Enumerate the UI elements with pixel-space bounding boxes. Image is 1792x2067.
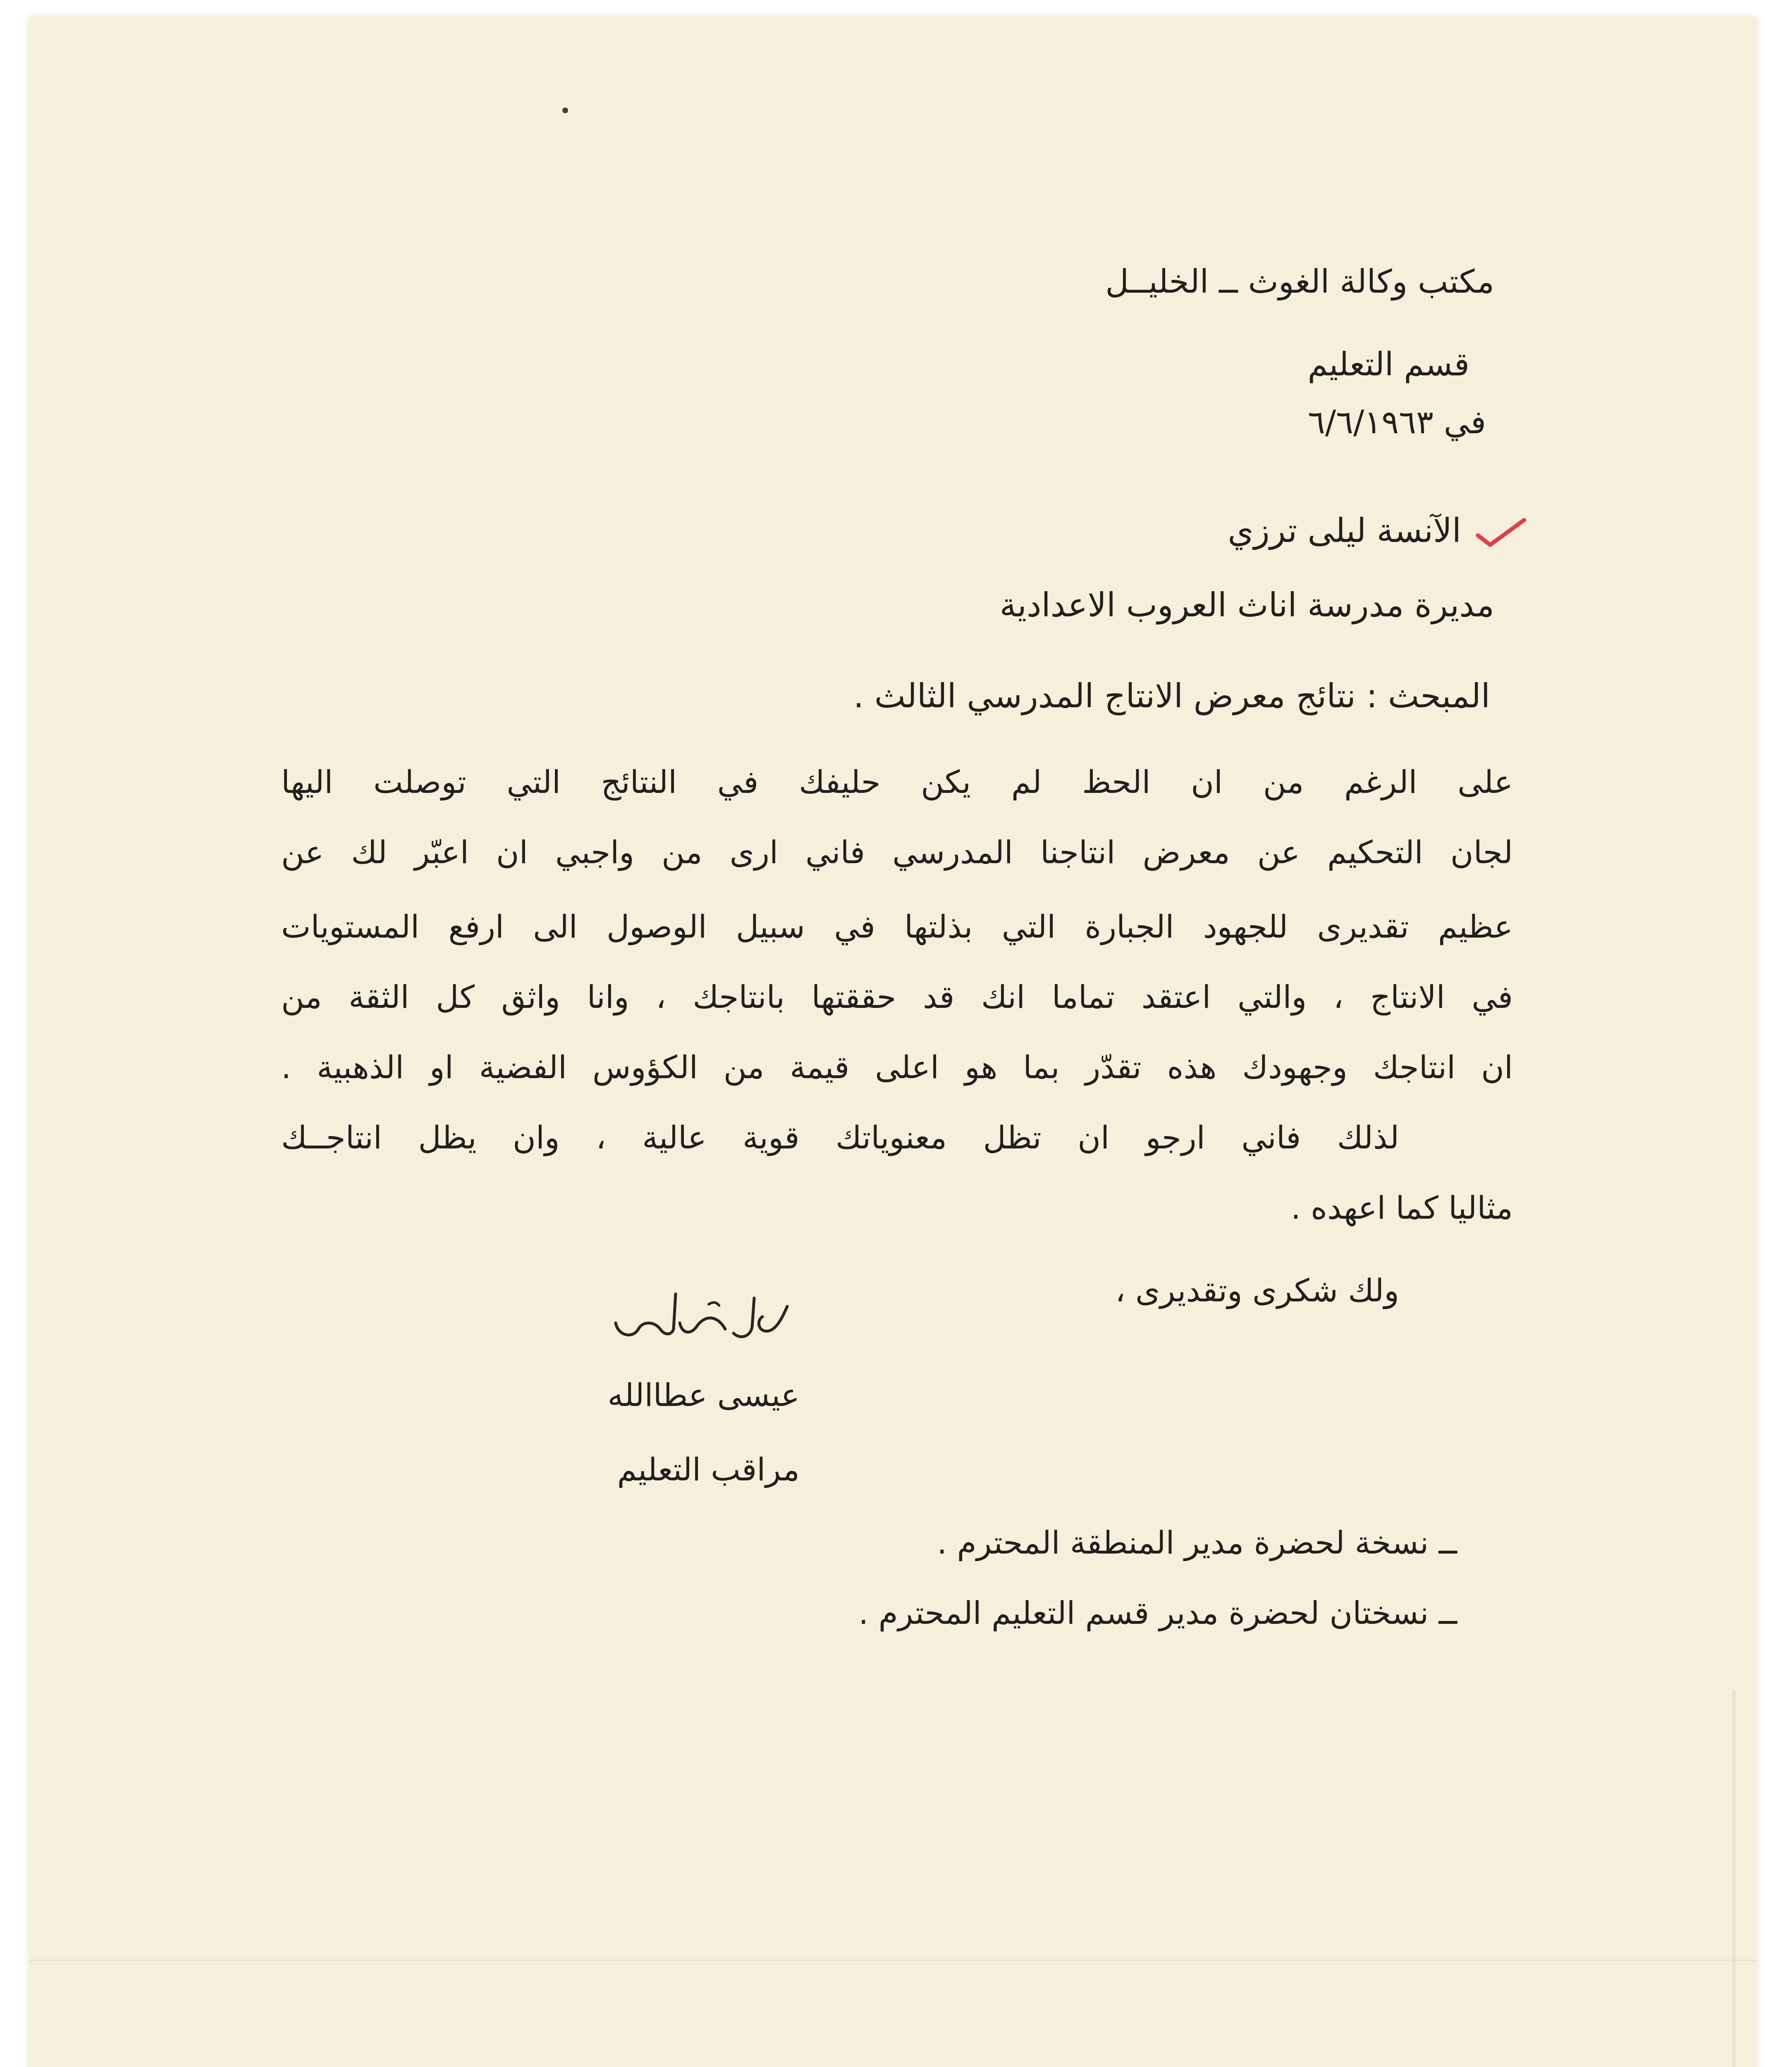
department-name: قسم التعليم bbox=[1307, 346, 1469, 383]
body-line: عظيم تقديرى للجهود الجبارة التي بذلتها في سبيل الوصول الى ارفع المستويات bbox=[281, 908, 1513, 945]
body-line: مثاليا كما اعهده . bbox=[1290, 1189, 1513, 1226]
body-line: لجان التحكيم عن معرض انتاجنا المدرسي فاني ارى من واجبي ان اعبّر لك عن bbox=[281, 834, 1513, 871]
copy-recipient: ــ نسختان لحضرة مدير قسم التعليم المحترم . bbox=[858, 1594, 1457, 1631]
signatory-title: مراقب التعليم bbox=[617, 1451, 800, 1488]
body-line: ان انتاجك وجهودك هذه تقدّر بما هو اعلى قيمة من الكؤوس الفضية او الذهبية . bbox=[281, 1049, 1513, 1086]
handwritten-signature bbox=[593, 1282, 800, 1352]
closing-line: ولك شكرى وتقديرى ، bbox=[1115, 1272, 1399, 1309]
subject-line: المبحث : نتائج معرض الانتاج المدرسي الثالث . bbox=[853, 677, 1490, 715]
letter-date: في ٦/٦/١٩٦٣ bbox=[1307, 404, 1486, 441]
red-check-mark-icon bbox=[1474, 513, 1527, 550]
recipient-title: مديرة مدرسة اناث العروب الاعدادية bbox=[999, 586, 1494, 624]
body-line: لذلك فاني ارجو ان تظل معنوياتك قوية عالية ، وان يظل انتاجــك bbox=[281, 1119, 1399, 1156]
body-line: على الرغم من ان الحظ لم يكن حليفك في النتائج التي توصلت اليها bbox=[281, 764, 1513, 800]
body-line: في الانتاج ، والتي اعتقد تماما انك قد حققتها بانتاجك ، وانا واثق كل الثقة من bbox=[281, 979, 1513, 1015]
recipient-name: الآنسة ليلى ترزي bbox=[1228, 511, 1461, 550]
signatory-name: عيسى عطاالله bbox=[607, 1377, 800, 1413]
copy-recipient: ــ نسخة لحضرة مدير المنطقة المحترم . bbox=[937, 1524, 1457, 1561]
office-name: مكتب وكالة الغوث ــ الخليــل bbox=[1105, 263, 1494, 301]
